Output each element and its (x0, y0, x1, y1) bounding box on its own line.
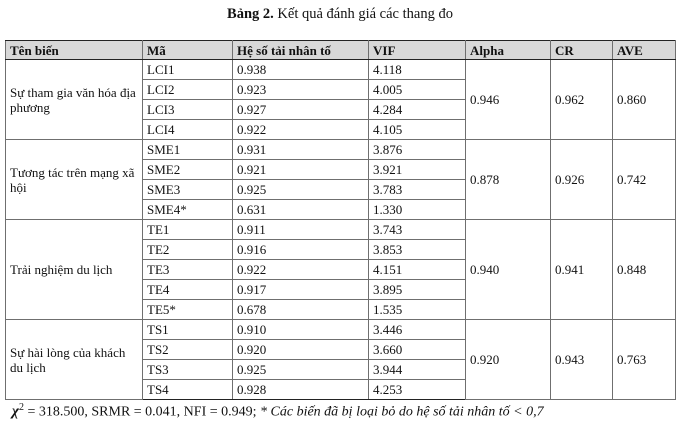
header-vif: VIF (369, 41, 466, 60)
variable-name: Sự tham gia văn hóa địa phương (6, 60, 143, 140)
excluded-note: * Các biến đã bị loại bỏ do hệ số tải nhân tố < 0,7 (260, 404, 544, 420)
item-code: LCI1 (143, 60, 233, 80)
vif-value: 4.118 (369, 60, 466, 80)
item-code: TE5* (143, 300, 233, 320)
cr-value: 0.943 (551, 320, 613, 400)
header-row (6, 41, 676, 60)
factor-loading: 0.922 (233, 120, 369, 140)
item-code: LCI2 (143, 80, 233, 100)
cr-value: 0.962 (551, 60, 613, 140)
fit-statistics: = 318.500, SRMR = 0.041, NFI = 0.949; (23, 404, 261, 420)
header-loading: Hệ số tải nhân tố (233, 41, 369, 60)
item-code: TE4 (143, 280, 233, 300)
header-variable: Tên biến (6, 41, 143, 60)
item-code: SME3 (143, 180, 233, 200)
alpha-value: 0.940 (466, 220, 551, 320)
factor-loading: 0.931 (233, 140, 369, 160)
header-ave: AVE (613, 41, 676, 60)
vif-value: 4.253 (369, 380, 466, 400)
vif-value: 3.876 (369, 140, 466, 160)
variable-name: Trải nghiệm du lịch (6, 220, 143, 320)
factor-loading: 0.925 (233, 180, 369, 200)
factor-loading: 0.928 (233, 380, 369, 400)
variable-name: Tương tác trên mạng xã hội (6, 140, 143, 220)
vif-value: 3.921 (369, 160, 466, 180)
vif-value: 3.446 (369, 320, 466, 340)
table-caption (0, 6, 680, 23)
ave-value: 0.742 (613, 140, 676, 220)
item-code: LCI4 (143, 120, 233, 140)
vif-value: 3.944 (369, 360, 466, 380)
table-row (6, 320, 676, 340)
alpha-value: 0.878 (466, 140, 551, 220)
item-code: SME2 (143, 160, 233, 180)
ave-value: 0.860 (613, 60, 676, 140)
item-code: TS2 (143, 340, 233, 360)
table-row (6, 140, 676, 160)
results-table (5, 40, 676, 400)
caption-prefix: Bảng 2. (227, 6, 274, 22)
factor-loading: 0.923 (233, 80, 369, 100)
factor-loading: 0.678 (233, 300, 369, 320)
cr-value: 0.926 (551, 140, 613, 220)
factor-loading: 0.916 (233, 240, 369, 260)
item-code: TS3 (143, 360, 233, 380)
item-code: TS1 (143, 320, 233, 340)
factor-loading: 0.910 (233, 320, 369, 340)
factor-loading: 0.921 (233, 160, 369, 180)
alpha-value: 0.920 (466, 320, 551, 400)
vif-value: 3.853 (369, 240, 466, 260)
factor-loading: 0.925 (233, 360, 369, 380)
vif-value: 1.535 (369, 300, 466, 320)
ave-value: 0.763 (613, 320, 676, 400)
caption-text: Kết quả đánh giá các thang đo (273, 6, 453, 22)
ave-value: 0.848 (613, 220, 676, 320)
item-code: SME1 (143, 140, 233, 160)
vif-value: 4.151 (369, 260, 466, 280)
factor-loading: 0.917 (233, 280, 369, 300)
factor-loading: 0.922 (233, 260, 369, 280)
vif-value: 3.895 (369, 280, 466, 300)
table-row (6, 60, 676, 80)
item-code: SME4* (143, 200, 233, 220)
header-code: Mã (143, 41, 233, 60)
vif-value: 3.660 (369, 340, 466, 360)
factor-loading: 0.631 (233, 200, 369, 220)
vif-value: 4.105 (369, 120, 466, 140)
factor-loading: 0.938 (233, 60, 369, 80)
vif-value: 1.330 (369, 200, 466, 220)
factor-loading: 0.920 (233, 340, 369, 360)
alpha-value: 0.946 (466, 60, 551, 140)
table-row (6, 220, 676, 240)
vif-value: 4.005 (369, 80, 466, 100)
vif-value: 3.783 (369, 180, 466, 200)
factor-loading: 0.911 (233, 220, 369, 240)
item-code: LCI3 (143, 100, 233, 120)
item-code: TS4 (143, 380, 233, 400)
item-code: TE2 (143, 240, 233, 260)
chi-square-exponent: 2 (18, 402, 24, 413)
footnote (12, 402, 544, 421)
header-cr: CR (551, 41, 613, 60)
item-code: TE1 (143, 220, 233, 240)
variable-name: Sự hài lòng của khách du lịch (6, 320, 143, 400)
vif-value: 4.284 (369, 100, 466, 120)
vif-value: 3.743 (369, 220, 466, 240)
cr-value: 0.941 (551, 220, 613, 320)
item-code: TE3 (143, 260, 233, 280)
factor-loading: 0.927 (233, 100, 369, 120)
chi-square-symbol: χ (12, 403, 19, 420)
header-alpha: Alpha (466, 41, 551, 60)
